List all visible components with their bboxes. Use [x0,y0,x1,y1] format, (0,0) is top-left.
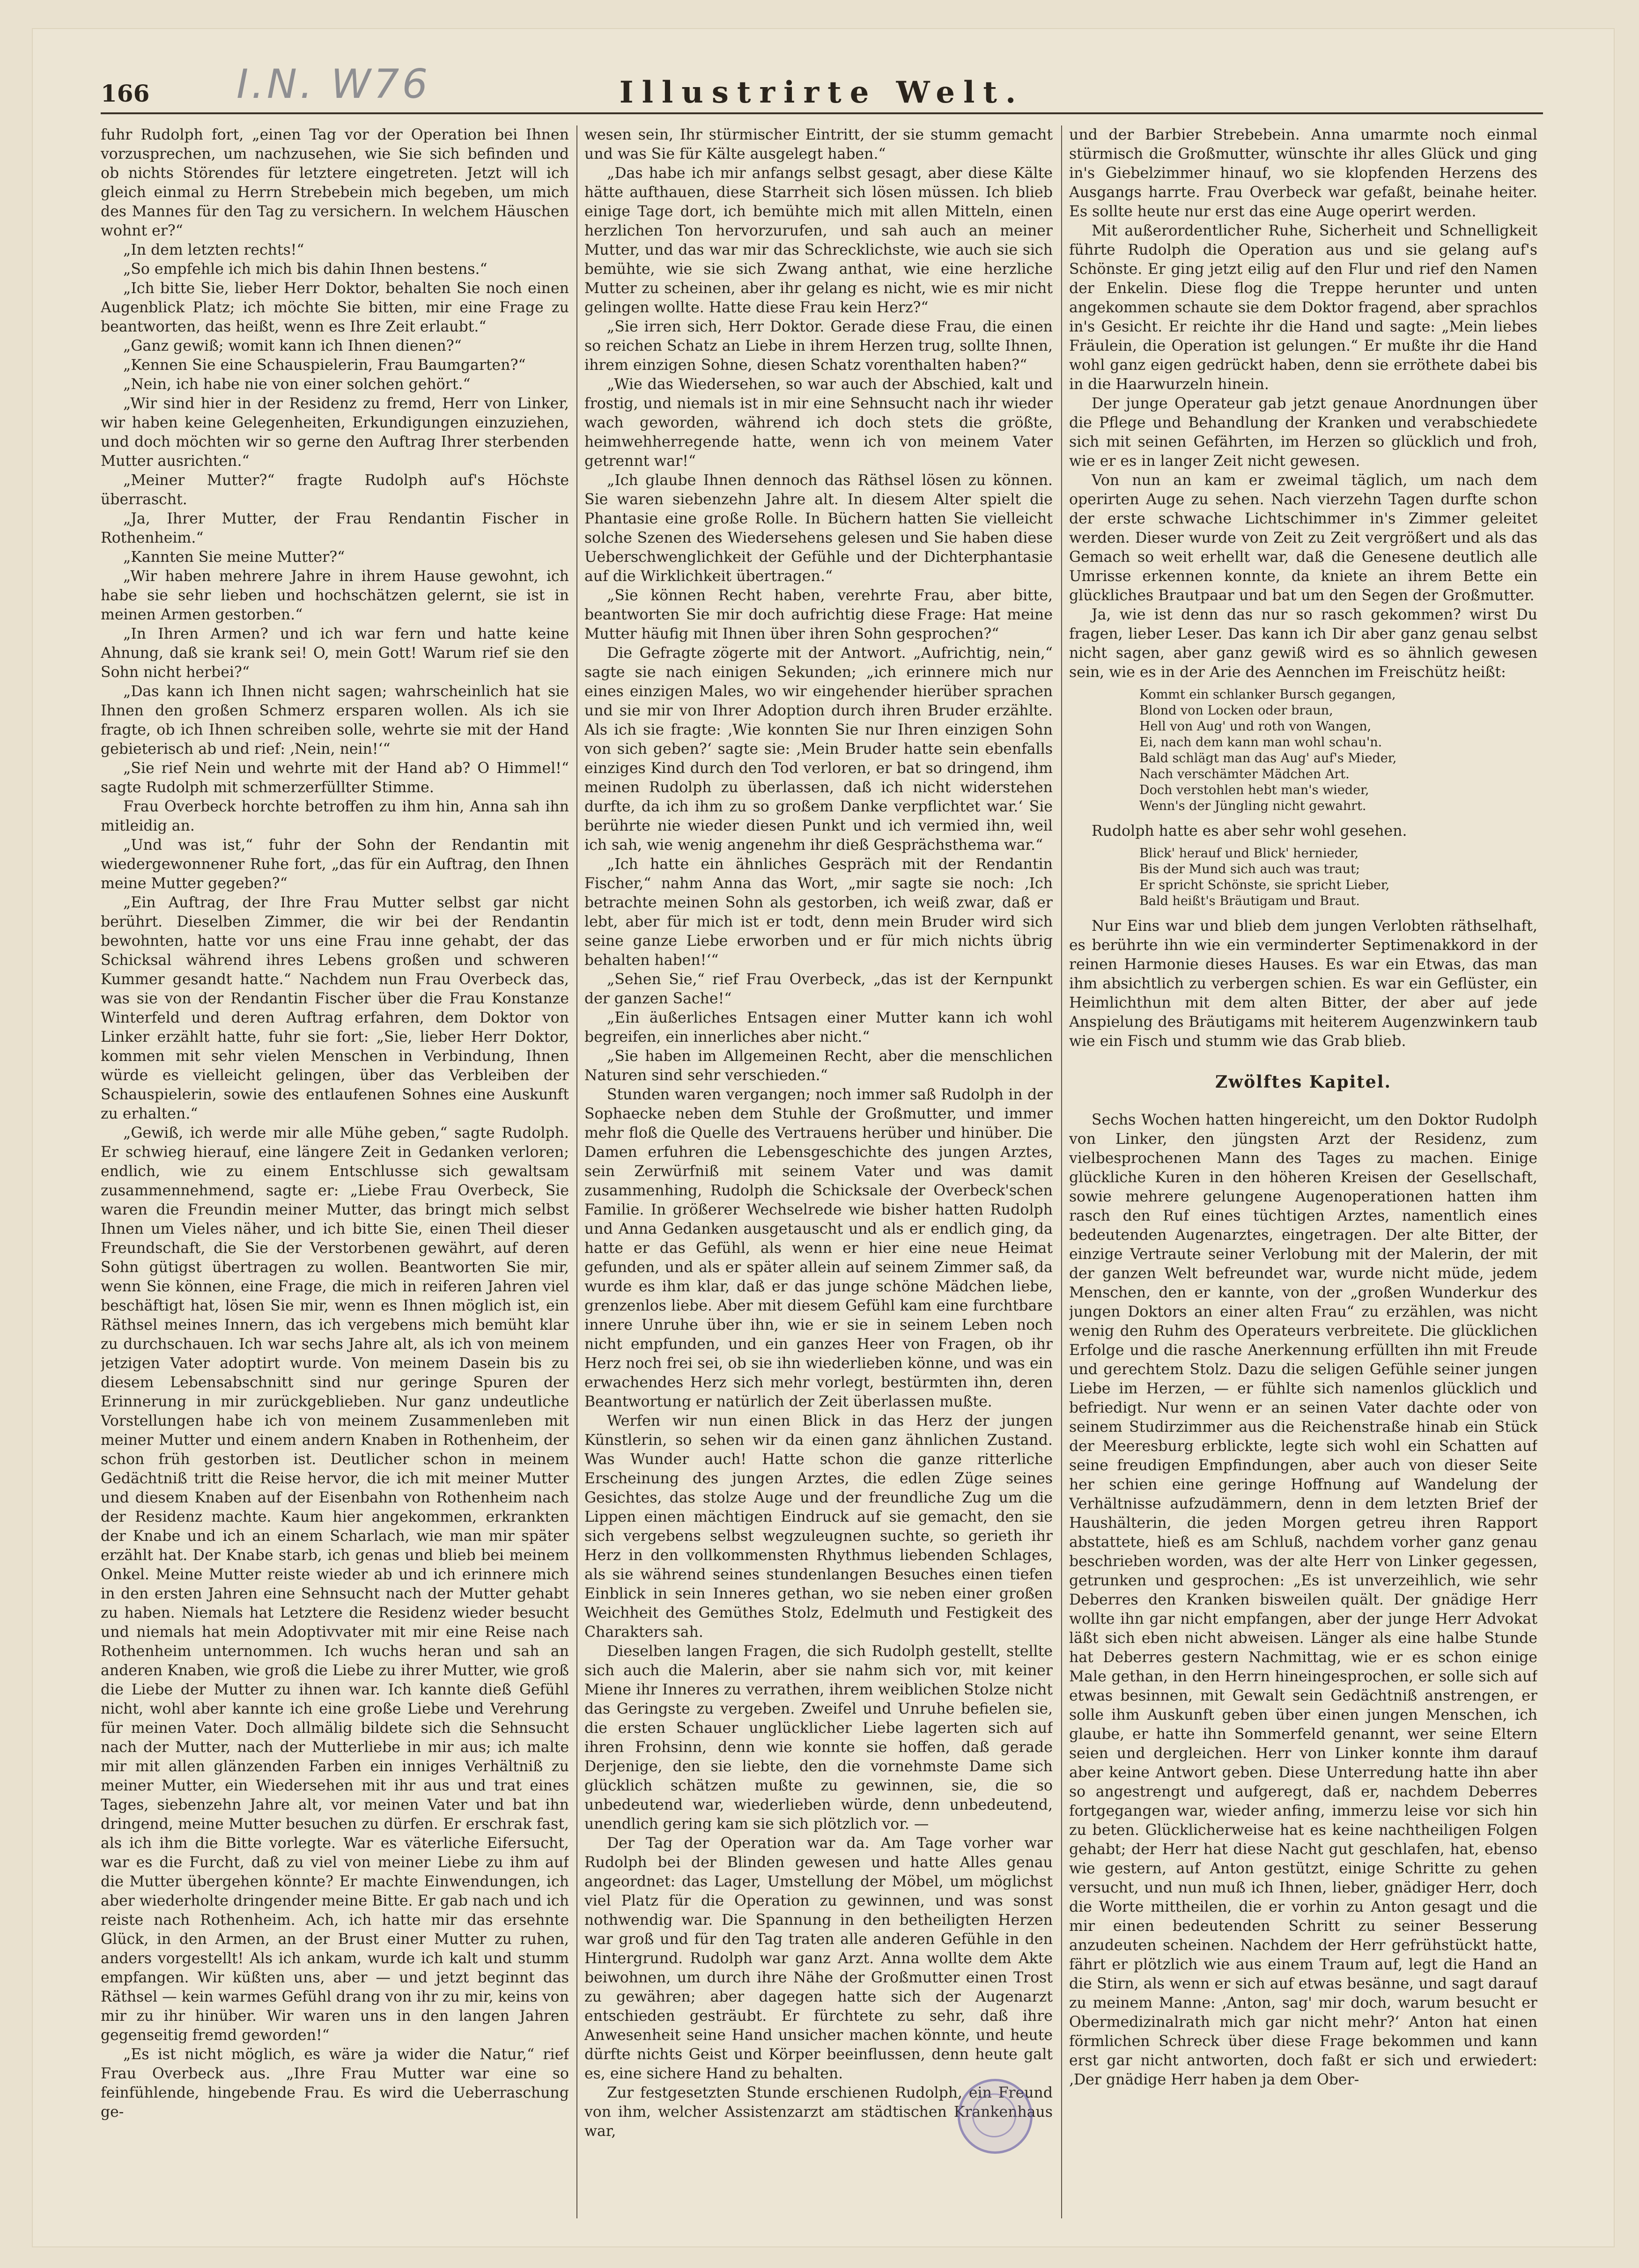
text-column-right [1069,125,1537,2218]
paragraph: „Wir haben mehrere Jahre in ihrem Hause gewohnt, ich habe sie sehr lieben und hochschätzen gelernt, sie ist in meinen Armen gestorben.“ [101,568,569,623]
paragraph: Dieselben langen Fragen, die sich Rudolph gestellt, stellte sich auch die Malerin, aber sie nahm sich vor, mit keiner Miene ihr Inneres zu verrathen, ihrem weiblichen Stolze nicht das Geringste zu vergeben. Zweifel und Unruhe befielen sie, die ersten Schauer unglücklicher Liebe lagerten sich auf ihren Frohsinn, denn wie konnte sie hoffen, daß gerade Derjenige, den sie liebte, den die vornehmste Dame sich glücklich schätzen mußte zu gewinnen, sie, die so unbedeutend war, wiederlieben würde, denn unbedeutend, unendlich gering kam sie sich plötzlich vor. — [584,1643,1053,1833]
header-rule [101,112,1543,114]
column-divider [576,125,577,2218]
right-column-after-poem [1069,917,1537,1051]
paragraph: Ja, wie ist denn das nur so rasch gekommen? wirst Du fragen, lieber Leser. Das kann ich Dir aber ganz genau selbst nicht sagen, aber ganz gewiß wird es so ähnlich gewesen sein, wie es in der Arie des Aennchen im Freischütz heißt: [1069,606,1537,681]
paragraph: „Ich bitte Sie, lieber Herr Doktor, behalten Sie noch einen Augenblick Platz; ich möchte Sie bitten, mir eine Frage zu beantworten, das heißt, wenn es Ihre Zeit erlaubt.“ [101,280,569,335]
paragraph: fuhr Rudolph fort, „einen Tag vor der Operation bei Ihnen vorzusprechen, um nachzusehen, wie Sie sich befinden und ob nichts Störendes für letztere eingetreten. Jetzt will ich gleich einmal zu Herrn Strebebein mich begeben, um mich des Mannes für den Tag zu versichern. In welchem Häuschen wohnt er?“ [101,126,569,239]
right-column-chapter-text [1069,1111,1537,2090]
paragraph: Werfen wir nun einen Blick in das Herz der jungen Künstlerin, so sehen wir da einen ganz ähnlichen Zustand. Was Wunder auch! Hatte schon die ganze ritterliche Erscheinung des jungen Arztes, die edlen Züge seines Gesichtes, das stolze Auge und der freundliche Zug um die Lippen einen mächtigen Eindruck auf sie gemacht, den sie sich vergebens selbst wegzuleugnen suchte, so gerieth ihr Herz in den vollkommensten Rhythmus liebenden Schlages, als sie während seines stundenlangen Besuches einen tiefen Einblick in sein Inneres gethan, wo sie neben einer großen Weichheit des Gemüthes Stolz, Edelmuth und Festigkeit des Charakters sah. [584,1413,1053,1641]
paragraph: „Nein, ich habe nie von einer solchen gehört.“ [123,376,471,393]
paragraph: „Kannten Sie meine Mutter?“ [123,549,345,566]
paragraph: Der junge Operateur gab jetzt genaue Anordnungen über die Pflege und Behandlung der Kranken und verabschiedete sich mit seinen Gefährten, im Herzen so glücklich und froh, wie er es in langer Zeit nicht gewesen. [1069,395,1537,470]
column-divider [1061,125,1062,2218]
paragraph: „Das habe ich mir anfangs selbst gesagt, aber diese Kälte hätte aufthauen, diese Starrheit sich lösen müssen. Ich blieb einige Tage dort, ich bemühte mich mit allen Mitteln, einen herzlichen Ton hervorzurufen, und sah auch an meiner Mutter, und das war mir das Schrecklichste, wie auch sie sich bemühte, wie sie sich Zwang anthat, wie eine herzliche Mutter zu scheinen, aber ihr gelang es nicht, wie es mir nicht gelingen wollte. Hatte diese Frau kein Herz?“ [584,165,1053,316]
paragraph: Mit außerordentlicher Ruhe, Sicherheit und Schnelligkeit führte Rudolph die Operation aus und sie gelang auf's Schönste. Er ging jetzt eilig auf den Flur und rief den Namen der Enkelin. Diese flog die Treppe herunter und unten angekommen schaute sie dem Doktor fragend, aber sprachlos in's Gesicht. Er reichte ihr die Hand und sagte: „Mein liebes Fräulein, die Operation ist gelungen.“ Er mußte ihr die Hand wohl ganz eigen gedrückt haben, denn sie erröthete dabei bis in die Haarwurzeln hinein. [1069,222,1537,393]
paragraph: „Und was ist,“ fuhr der Sohn der Rendantin mit wiedergewonnener Ruhe fort, „das für ein Auftrag, den Ihnen meine Mutter gegeben?“ [101,837,569,892]
paragraph: „Gewiß, ich werde mir alle Mühe geben,“ sagte Rudolph. Er schwieg hierauf, eine längere Zeit in Gedanken verloren; endlich, wie zu einem Entschlusse sich gewaltsam zusammennehmend, sagte er: „Liebe Frau Overbeck, Sie waren die Freundin meiner Mutter, das bringt mich selbst Ihnen um Vieles näher, und ich bitte Sie, einen Theil dieser Freundschaft, die Sie der Verstorbenen gewährt, auf deren Sohn gütigst übertragen zu wollen. Beantworten Sie mir, wenn Sie können, eine Frage, die mich in reiferen Jahren viel beschäftigt hat, lösen Sie mir, wenn es Ihnen möglich ist, ein Räthsel meines Innern, das ich vergebens mich bemüht klar zu durchschauen. Ich war sechs Jahre alt, als ich von meinem jetzigen Vater adoptirt wurde. Von meinem Dasein bis zu diesem Lebensabschnitt sind nur geringe Spuren der Erinnerung in mir zurückgeblieben. Nur ganz undeutliche Vorstellungen habe ich von meinem Zusammenleben mit meiner Mutter und einem andern Knaben in Rothenheim, der schon früh gestorben ist. Deutlicher schon in meinem Gedächtniß tritt die Reise hervor, die ich mit meiner Mutter und diesem Knaben auf der Eisenbahn von Rothenheim nach der Residenz machte. Kaum hier angekommen, erkrankten der Knabe und ich an einem Scharlach, wie man mir später erzählt hat. Der Knabe starb, ich genas und blieb bei meinem Onkel. Meine Mutter reiste wieder ab und ich erinnere mich in den ersten Jahren eine Sehnsucht nach der Mutter gehabt zu haben. Niemals hat Letztere die Residenz wieder besucht und niemals hat mein Adoptivvater mit mir eine Reise nach Rothenheim unternommen. Ich wuchs heran und sah an anderen Knaben, wie groß die Liebe zu ihrer Mutter, wie groß die Liebe der Mutter zu ihnen war. Ich kannte dieß Gefühl nicht, wohl aber kannte ich eine große Liebe und Verehrung für meinen Vater. Doch allmälig bildete sich die Sehnsucht nach der Mutter, nach der Mutterliebe in mir aus; ich malte mir mit allen glänzenden Farben ein inniges Verhältniß zu meiner Mutter, ein Wiedersehen mit ihr aus und trat eines Tages, siebenzehn Jahre alt, vor meinen Vater und bat ihn dringend, meine Mutter besuchen zu dürfen. Er erschrak fast, als ich ihm die Bitte vorlegte. War es väterliche Eifersucht, war es die Furcht, daß zu viel von meiner Liebe zu ihm auf die Mutter übergehen könnte? Er machte Einwendungen, ich aber wiederholte dringender meine Bitte. Er gab nach und ich reiste nach Rothenheim. Ach, ich hatte mir das ersehnte Glück, in den Armen, an der Brust einer Mutter zu ruhen, anders vorgestellt! Als ich ankam, wurde ich kalt und stumm empfangen. Wir küßten uns, aber — und jetzt beginnt das Räthsel — kein warmes Gefühl drang von ihr zu mir, keins von mir zu ihr hinüber. Wir waren uns in den langen Jahren gegenseitig fremd geworden!“ [101,1125,569,2044]
paragraph: „Ein äußerliches Entsagen einer Mutter kann ich wohl begreifen, ein innerliches aber nicht.“ [584,1009,1053,1046]
text-column-left [101,125,569,2218]
page-number: 166 [101,80,150,107]
paragraph: und der Barbier Strebebein. Anna umarmte noch einmal stürmisch die Großmutter, wünschte ihr alles Glück und ging in's Giebelzimmer hinauf, wo sie klopfenden Herzens des Ausgangs harrte. Frau Overbeck war gefaßt, beinahe heiter. Es sollte heute nur erst das eine Auge operirt werden. [1069,126,1537,220]
paragraph: „Ich hatte ein ähnliches Gespräch mit der Rendantin Fischer,“ nahm Anna das Wort, „mir sagte sie noch: ‚Ich betrachte meinen Sohn als gestorben, ich weiß zwar, daß er lebt, aber für mich ist er todt, denn mein Bruder wird sich seine ganze Liebe erworben und er für mich nichts übrig behalten haben!‘“ [584,856,1053,969]
library-stamp [958,2079,1033,2154]
right-column-top-text [1069,125,1537,682]
paragraph: „Wie das Wiedersehen, so war auch der Abschied, kalt und frostig, und niemals ist in mir eine Sehnsucht nach ihr wieder wach geworden, während ich doch stets die größte, heimwehherregende hatte, wenn ich von meinem Vater getrennt war!“ [584,376,1053,470]
paragraph: „Das kann ich Ihnen nicht sagen; wahrscheinlich hat sie Ihnen den großen Schmerz ersparen wollen. Als ich sie fragte, ob ich Ihnen schreiben solle, wehrte sie mit der Hand gebieterisch ab und rief: ‚Nein, nein!‘“ [101,683,569,758]
paragraph: wesen sein, Ihr stürmischer Eintritt, der sie stumm gemacht und was Sie für Kälte ausgelegt haben.“ [584,126,1053,162]
paragraph: „Ganz gewiß; womit kann ich Ihnen dienen?“ [123,338,462,354]
paragraph: „Wir sind hier in der Residenz zu fremd, Herr von Linker, wir haben keine Gelegenheiten, Erkundigungen einzuziehen, und doch möchten wir so gerne den Auftrag Ihrer sterbenden Mutter ausrichten.“ [101,395,569,470]
paragraph: „Sie rief Nein und wehrte mit der Hand ab? O Himmel!“ sagte Rudolph mit schmerzerfüllter Stimme. [101,760,569,796]
paragraph: „Ja, Ihrer Mutter, der Frau Rendantin Fischer in Rothenheim.“ [101,510,569,546]
paragraph: „So empfehle ich mich bis dahin Ihnen bestens.“ [123,261,487,278]
paragraph: Sechs Wochen hatten hingereicht, um den Doktor Rudolph von Linker, den jüngsten Arzt der Residenz, zum vielbesprochenen Mann des Tages zu machen. Einige glückliche Kuren in den höheren Kreisen der Gesellschaft, sowie mehrere gelungene Augenoperationen hatten ihm rasch den Ruf eines tüchtigen Arztes, namentlich eines bedeutenden Augenarztes, eingetragen. Der alte Bitter, der einzige Vertraute seiner Verlobung mit der Malerin, der mit der ganzen Welt befreundet war, wurde nicht müde, jedem Menschen, den er kannte, von der „großen Wunderkur des jungen Doktors an einer alten Frau“ zu erzählen, was nicht wenig den Ruhm des Operateurs verbreitete. Die glücklichen Erfolge und die rasche Anerkennung erfüllten ihn mit Freude und gerechtem Stolz. Dazu die seligen Gefühle seiner jungen Liebe im Herzen, — er fühlte sich namenlos glücklich und befriedigt. Nur wenn er an seinen Vater dachte oder von seinem Studirzimmer aus die Reichenstraße hinab ein Stück der Meeresburg erblickte, legte sich wohl ein Schatten auf seine freudigen Empfindungen, aber auch von dieser Seite her schien eine geringe Hoffnung auf Wandelung der Verhältnisse aufzudämmern, denn in dem letzten Brief der Haushälterin, die jeden Morgen getreu ihren Rapport abstattete, hieß es am Schluß, nachdem vorher ganz genau beschrieben worden, was der alte Herr von Linker gegessen, getrunken und gesprochen: „Es ist unverzeihlich, wie sehr Deberres den Kranken bisweilen quält. Der gnädige Herr wollte ihn gar nicht empfangen, aber der junge Herr Advokat läßt sich eben nicht abweisen. Länger als eine halbe Stunde hat Deberres gestern Nachmittag, wie er es schon einige Male gethan, in den Herrn hineingesprochen, er solle sich auf etwas besinnen, mit Gewalt sein Gedächtniß anstrengen, er solle ihm Auskunft geben über einen jungen Menschen, ich glaube, er hatte ihn Sommerfeld genannt, wer seine Eltern seien und dergleichen. Herr von Linker konnte ihm darauf aber keine Antwort geben. Diese Unterredung hatte ihn aber so angestrengt und aufgeregt, daß er, nachdem Deberres fortgegangen war, wieder anfing, immerzu leise vor sich hin zu beten. Glücklicherweise hat es keine nachtheiligen Folgen gehabt; der Herr hat diese Nacht gut geschlafen, hat, ebenso wie gestern, auf Anton gestützt, einige Schritte zu gehen versucht, und nun muß ich Ihnen, lieber, gnädiger Herr, doch die Worte mittheilen, die er vorhin zu Anton gesagt und die mir einen bedeutenden Schritt zu seiner Besserung anzudeuten scheinen. Nachdem der Herr gefrühstückt hatte, fährt er plötzlich wie aus einem Traum auf, legt die Hand an die Stirn, als wenn er sich auf etwas besänne, und sagt darauf zu meinem Manne: ‚Anton, sag' mir doch, warum besucht er Obermedizinalrath mich gar nicht mehr?‘ Anton hat einen förmlichen Schreck über diese Frage bekommen und kann erst gar nicht antworten, doch faßt er sich und erwiedert: ‚Der gnädige Herr haben ja dem Ober- [1069,1112,1537,2088]
poem-intro-line: Rudolph hatte es aber sehr wohl gesehen. [1092,823,1407,839]
page-header [101,61,1543,112]
paragraph: Von nun an kam er zweimal täglich, um nach dem operirten Auge zu sehen. Nach vierzehn Tagen durfte schon der erste schwache Lichtschimmer in's Zimmer geleitet werden. Dieser wurde von Zeit zu Zeit vergrößert und als das Gemach so weit erhellt war, daß die Genesene deutlich alle Umrisse erkennen konnte, da kniete an ihrem Bette ein glückliches Brautpaar und bat um den Segen der Großmutter. [1069,472,1537,604]
paragraph: Stunden waren vergangen; noch immer saß Rudolph in der Sophaecke neben dem Stuhle der Großmutter, und immer mehr floß die Quelle des Vertrauens herüber und hinüber. Die Damen erfuhren die Lebensgeschichte des jungen Arztes, sein Zerwürfniß mit seinem Vater und was damit zusammenhing, Rudolph die Schicksale der Overbeck'schen Familie. In größerer Wechselrede wie bisher hatten Rudolph und Anna Gedanken ausgetauscht und als er endlich ging, da hatte er das Gefühl, als wenn er hier eine neue Heimat gefunden, und als er später allein auf seinem Zimmer saß, da wurde es ihm klar, daß er das junge schöne Mädchen liebe, grenzenlos liebe. Aber mit diesem Gefühl kam eine furchtbare innere Unruhe über ihn, wie er sie in seinem Leben noch nicht empfunden, und ein ganzes Heer von Fragen, ob ihr Herz noch frei sei, ob sie ihn wiederlieben könne, und was ein erwachendes Herz sich mehr vorlegt, bestürmten ihn, deren Beantwortung er natürlich der Zeit überlassen mußte. [584,1086,1053,1410]
poem-verse-1: Kommt ein schlanker Bursch gegangen, Blond von Locken oder braun, Hell von Aug' und roth von Wangen, Ei, nach dem kann man wohl schau'n. Bald schlägt man das Aug' auf's Mieder, Nach verschämter Mädchen Art. Doch verstohlen hebt man's wieder, Wenn's der Jüngling nicht gewahrt. [1139,687,1397,813]
paragraph: Nur Eins war und blieb dem jungen Verlobten räthselhaft, es berührte ihn wie ein verminderter Septimenakkord in der reinen Harmonie dieses Hauses. Es war ein Etwas, das man ihm absichtlich zu verbergen schien. Es war ein Geflüster, ein Heimlichthun mit dem alten Bitter, der aber auf jede Anspielung des Bräutigams mit heiterem Augenzwinkern taub wie ein Fisch und stumm wie das Grab blieb. [1069,918,1537,1050]
chapter-heading: Zwölftes Kapitel. [1215,1072,1391,1092]
paragraph: „Es ist nicht möglich, es wäre ja wider die Natur,“ rief Frau Overbeck aus. „Ihre Frau Mutter war eine so feinfühlende, hingebende Frau. Es wird die Ueberraschung ge- [101,2046,569,2121]
paragraph: „Ich glaube Ihnen dennoch das Räthsel lösen zu können. Sie waren siebenzehn Jahre alt. In diesem Alter spielt die Phantasie eine große Rolle. In Büchern hatten Sie vielleicht solche Szenen des Wiedersehens gelesen und Sie haben diese Ueberschwenglichkeit der Gefühle und der Dichterphantasie auf die Wirklichkeit übertragen.“ [584,472,1053,585]
poem-verse-2: Blick' herauf und Blick' hernieder, Bis der Mund sich auch was traut; Er spricht Schönste, sie spricht Lieber, Bald heißt's Bräutigam und Braut. [1139,846,1390,908]
paragraph: „Kennen Sie eine Schauspielerin, Frau Baumgarten?“ [123,357,526,374]
masthead-title: Illustrirte Welt. [619,75,1025,110]
pencil-annotation: I.N. W76 [236,61,431,108]
paragraph: Der Tag der Operation war da. Am Tage vorher war Rudolph bei der Blinden gewesen und hatte Alles genau angeordnet: das Lager, Umstellung der Möbel, um möglichst viel Platz für die Operation zu gewinnen, und was sonst nothwendig war. Die Spannung in den betheiligten Herzen war groß und für den Tag traten alle anderen Gefühle in den Hintergrund. Rudolph war ganz Arzt. Anna wollte dem Akte beiwohnen, um durch ihre Nähe der Großmutter einen Trost zu gewähren; aber dagegen hatte sich der Augenarzt entschieden gesträubt. Er fürchtete zu sehr, daß ihre Anwesenheit seine Hand unsicher machen könnte, und heute dürfte nichts Geist und Körper beeinflussen, denn heute galt es, eine sichere Hand zu behalten. [584,1835,1053,2082]
paragraph: „Meiner Mutter?“ fragte Rudolph auf's Höchste überrascht. [101,472,569,508]
paragraph: „In Ihren Armen? und ich war fern und hatte keine Ahnung, daß sie krank sei! O, mein Gott! Warum rief sie den Sohn nicht herbei?“ [101,626,569,681]
paragraph: „Sie können Recht haben, verehrte Frau, aber bitte, beantworten Sie mir doch aufrichtig diese Frage: Hat meine Mutter häufig mit Ihnen über ihren Sohn gesprochen?“ [584,587,1053,642]
paragraph: Frau Overbeck horchte betroffen zu ihm hin, Anna sah ihn mitleidig an. [101,798,569,834]
paragraph: „In dem letzten rechts!“ [123,242,304,258]
paragraph: „Sie irren sich, Herr Doktor. Gerade diese Frau, die einen so reichen Schatz an Liebe in ihrem Herzen trug, sollte Ihnen, ihrem einzigen Sohne, diesen Schatz vorenthalten haben?“ [584,318,1053,374]
paragraph: Die Gefragte zögerte mit der Antwort. „Aufrichtig, nein,“ sagte sie nach einigen Sekunden; „ich erinnere mich nur eines einzigen Males, wo wir eingehender hierüber sprachen und sie mir von Ihrer Adoption durch ihren Bruder erzählte. Als ich sie fragte: ‚Wie konnten Sie nur Ihren einzigen Sohn von sich geben?‘ sagte sie: ‚Mein Bruder hatte sein ebenfalls einziges Kind durch den Tod verloren, er bat so dringend, ihm meinen Rudolph zu überlassen, daß ich nicht widerstehen durfte, da ich ihm zu so großem Danke verpflichtet war.‘ Sie berührte nie wieder diesen Punkt und ich vermied ihn, weil ich sah, wie wenig angenehm ihr dieß Gesprächsthema war.“ [584,645,1053,854]
paragraph: „Sehen Sie,“ rief Frau Overbeck, „das ist der Kernpunkt der ganzen Sache!“ [584,971,1053,1007]
paragraph: „Ein Auftrag, der Ihre Frau Mutter selbst gar nicht berührt. Dieselben Zimmer, die wir bei der Rendantin bewohnten, hatte vor uns eine Frau inne gehabt, der das Schicksal während ihres Lebens großen und schweren Kummer gesandt hatte.“ Nachdem nun Frau Overbeck das, was sie von der Rendantin Fischer über die Frau Konstanze Winterfeld und deren Auftrag erfahren, dem Doktor von Linker erzählt hatte, fuhr sie fort: „Sie, lieber Herr Doktor, kommen mit sehr vielen Menschen in Verbindung, Ihnen würde es vielleicht gelingen, über das Verbleiben der Schauspielerin, sowie des entlaufenen Sohnes eine Auskunft zu erhalten.“ [101,894,569,1122]
paragraph: Zur festgesetzten Stunde erschienen Rudolph, ein Freund von ihm, welcher Assistenzarzt am städtischen Krankenhaus war, [584,2084,1053,2140]
text-column-middle [584,125,1053,2218]
paragraph: „Sie haben im Allgemeinen Recht, aber die menschlichen Naturen sind sehr verschieden.“ [584,1048,1053,1084]
